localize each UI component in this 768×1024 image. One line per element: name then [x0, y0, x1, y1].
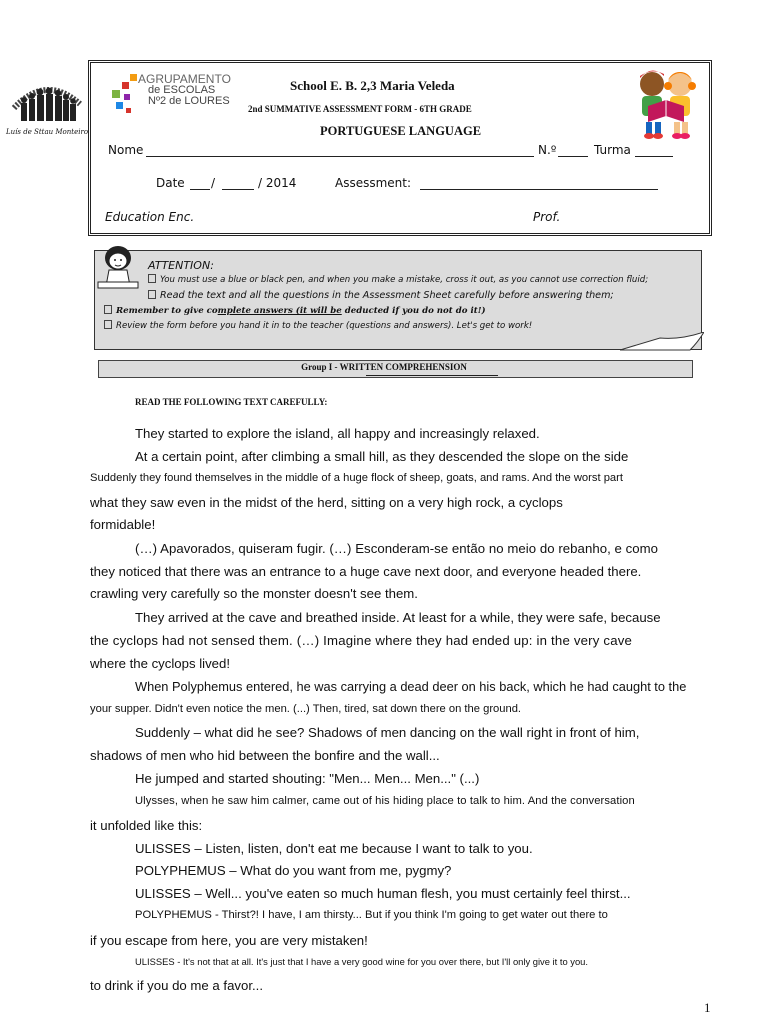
checkbox-icon	[104, 305, 112, 314]
text-line: it unfolded like this:	[90, 818, 203, 833]
attention-item-text: Review the form before you hand it in to the teacher (questions and answers). Let's get to work!	[116, 321, 533, 331]
date-day-field[interactable]	[190, 189, 210, 190]
attention-item-text: Read the text and all the questions in the Assessment Sheet carefully before answering them;	[160, 290, 614, 301]
attention-title: ATTENTION:	[148, 259, 214, 272]
form-title: 2nd SUMMATIVE ASSESSMENT FORM - 6TH GRADE	[248, 104, 472, 114]
subject-title: PORTUGUESE LANGUAGE	[320, 124, 482, 138]
text-line: if you escape from here, you are very mistaken!	[90, 933, 368, 948]
numero-field[interactable]	[558, 156, 588, 157]
text-line: He jumped and started shouting: "Men... Men... Men..." (...)	[135, 771, 480, 786]
text-line: formidable!	[90, 517, 156, 532]
school-logo-caption: Luís de Sttau Monteiro	[6, 128, 89, 136]
agrupamento-line1: AGRUPAMENTO	[138, 72, 231, 86]
education-label: Education Enc.	[105, 210, 195, 224]
text-line: to drink if you do me a favor...	[90, 978, 263, 993]
text-line: They started to explore the island, all happy and increasingly relaxed.	[135, 426, 540, 441]
text-line: crawling very carefully so the monster doesn't see them.	[90, 586, 418, 601]
numero-label: N.º	[538, 143, 557, 157]
attention-item-text-underlined: mplete answers (it will be	[217, 306, 342, 316]
text-line: POLYPHEMUS – What do you want from me, pygmy?	[135, 863, 452, 878]
date-year: / 2014	[258, 176, 297, 190]
checkbox-icon	[104, 320, 112, 329]
text-line: where the cyclops lived!	[90, 656, 231, 671]
attention-item-pen	[148, 274, 648, 285]
text-line: When Polyphemus entered, he was carrying a dead deer on his back, which he had caught to the	[135, 679, 687, 694]
attention-item-text: You must use a blue or black pen, and when you make a mistake, cross it out, as you cannot use correction fluid;	[160, 275, 649, 285]
attention-item-read	[148, 290, 614, 301]
date-label: Date	[156, 176, 185, 190]
attention-item-review	[104, 320, 532, 331]
text-line: the cyclops had not sensed them. (…) Imagine where they had ended up: in the very cave	[90, 633, 633, 648]
turma-field[interactable]	[635, 156, 673, 157]
text-line: they noticed that there was an entrance to a huge cave next door, and everyone headed there.	[90, 564, 642, 579]
mafalda-illustration	[94, 242, 144, 292]
kids-reading-illustration	[628, 66, 708, 140]
assessment-label: Assessment:	[335, 176, 412, 190]
group-underline	[366, 375, 498, 376]
attention-item-complete	[104, 305, 486, 316]
nome-label: Nome	[108, 143, 144, 157]
text-line: Suddenly – what did he see? Shadows of men dancing on the wall right in front of him,	[135, 725, 640, 740]
text-line: ULISSES – Well... you've eaten so much human flesh, you must certainly feel thirst...	[135, 886, 631, 901]
checkbox-icon	[148, 290, 156, 299]
text-line: POLYPHEMUS - Thirst?! I have, I am thirsty... But if you think I'm going to get water out there to	[135, 909, 608, 921]
text-line: They arrived at the cave and breathed inside. At least for a while, they were safe, because	[135, 610, 661, 625]
school-title: School E. B. 2,3 Maria Veleda	[290, 78, 455, 93]
agrupamento-line2: de ESCOLAS	[148, 84, 216, 96]
text-line: Ulysses, when he saw him calmer, came out of his hiding place to talk to him. And the conversation	[135, 795, 635, 807]
read-instruction: READ THE FOLLOWING TEXT CAREFULLY:	[135, 397, 328, 407]
date-month-field[interactable]	[222, 189, 254, 190]
text-line: At a certain point, after climbing a small hill, as they descended the slope on the side	[135, 449, 629, 464]
nome-field[interactable]	[146, 156, 534, 157]
text-line: your supper. Didn't even notice the men. (...) Then, tired, sat down there on the ground.	[90, 703, 522, 715]
text-line: what they saw even in the midst of the herd, sitting on a very high rock, a cyclops	[90, 495, 563, 510]
text-line: ULISSES - It's not that at all. It's just that I have a very good wine for you over there, but I'll only give it to you.	[135, 956, 588, 967]
page-number: 1	[704, 1000, 711, 1015]
turma-label: Turma	[594, 143, 631, 157]
page-curl	[620, 332, 704, 352]
text-line: ULISSES – Listen, listen, don't eat me because I want to talk to you.	[135, 841, 533, 856]
agrupamento-name	[138, 74, 231, 107]
assessment-field[interactable]	[420, 189, 658, 190]
checkbox-icon	[148, 274, 156, 283]
text-line: (…) Apavorados, quiseram fugir. (…) Esconderam-se então no meio do rebanho, e como	[135, 541, 659, 556]
attention-item-text: Remember to give co	[116, 306, 218, 316]
text-line: Suddenly they found themselves in the middle of a huge flock of sheep, goats, and rams. And the worst part	[90, 472, 623, 484]
prof-label: Prof.	[533, 210, 561, 224]
attention-item-text: deducted if you do not do it!)	[341, 306, 486, 316]
group-title: Group I - WRITTEN COMPREHENSION	[301, 362, 467, 372]
date-separator: /	[211, 176, 216, 190]
text-line: shadows of men who hid between the bonfire and the wall...	[90, 748, 440, 763]
agrupamento-line3: Nº2 de LOURES	[148, 95, 230, 107]
